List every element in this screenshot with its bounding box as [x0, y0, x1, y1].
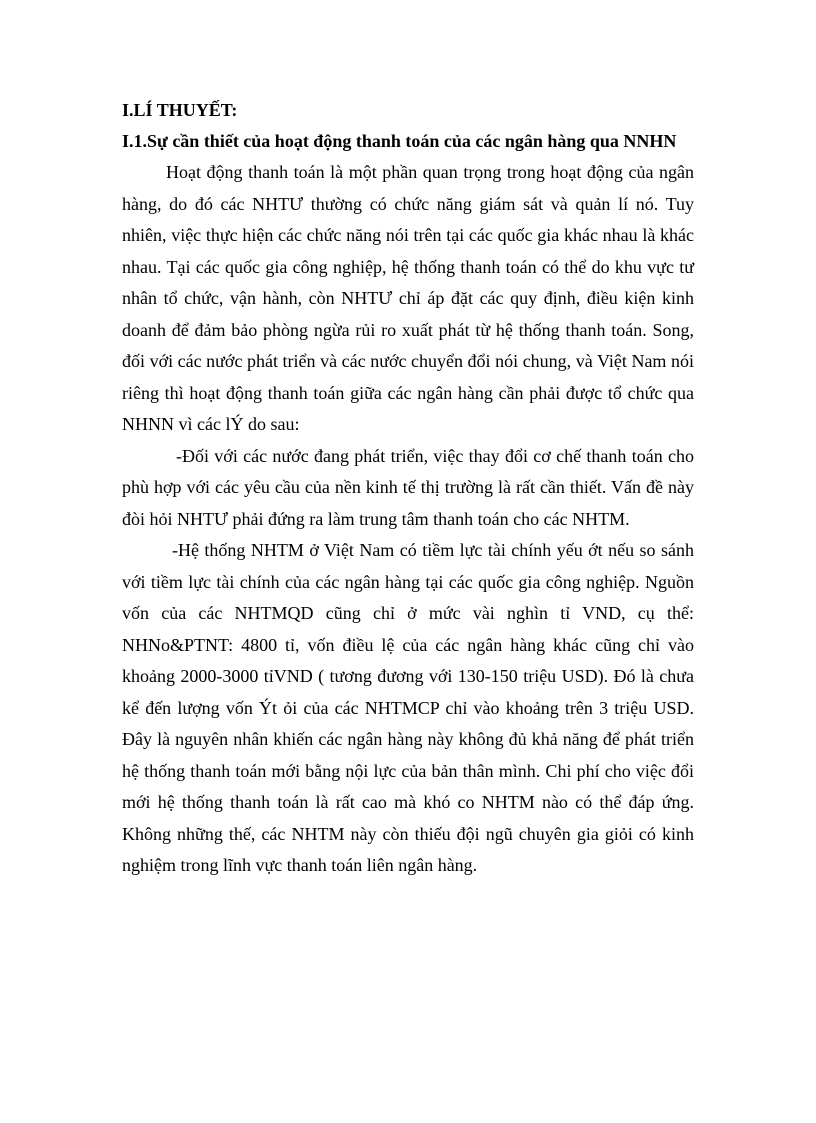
body-paragraph: -Đối với các nước đang phát triển, việc thay đổi cơ chế thanh toán cho phù hợp với các yêu cầu của nền kinh tế thị trường là rất cần thiết. Vấn đề này đòi hỏi NHTƯ phải đứng ra làm trung tâm thanh toán cho các NHTM. — [122, 445, 694, 529]
section-heading: I.LÍ THUYẾT: — [122, 100, 238, 120]
document-page — [122, 94, 694, 882]
subsection-heading: I.1.Sự cần thiết của hoạt động thanh toán của các ngân hàng qua NNHN — [122, 131, 677, 151]
body-paragraph: -Hệ thống NHTM ở Việt Nam có tiềm lực tài chính yếu ớt nếu so sánh với tiềm lực tài chính của các ngân hàng tại các quốc gia công nghiệp. Nguồn vốn của các NHTMQD cũng chỉ ở mức vài nghìn tỉ VND, cụ thể: NHNo&PTNT: 4800 tỉ, vốn điều lệ của các ngân hàng khác cũng chỉ vào khoảng 2000-3000 tỉVND ( tương đương với 130-150 triệu USD). Đó là chưa kể đến lượng vốn Ýt ỏi của các NHTMCP chỉ vào khoảng trên 3 triệu USD. Đây là nguyên nhân khiến các ngân hàng này không đủ khả năng để phát triển hệ thống thanh toán mới bằng nội lực của bản thân mình. Chi phí cho việc đổi mới hệ thống thanh toán là rất cao mà khó co NHTM nào có thể đáp ứng. Không những thế, các NHTM này còn thiếu đội ngũ chuyên gia giỏi có kinh nghiệm trong lĩnh vực thanh toán liên ngân hàng. — [122, 540, 694, 875]
body-paragraph: Hoạt động thanh toán là một phần quan trọng trong hoạt động của ngân hàng, do đó các NHTƯ thường có chức năng giám sát và quản lí nó. Tuy nhiên, việc thực hiện các chức năng nói trên tại các quốc gia khác nhau là khác nhau. Tại các quốc gia công nghiệp, hệ thống thanh toán có thể do khu vực tư nhân tổ chức, vận hành, còn NHTƯ chỉ áp đặt các quy định, điều kiện kinh doanh để đảm bảo phòng ngừa rủi ro xuất phát từ hệ thống thanh toán. Song, đối với các nước phát triển và các nước chuyển đổi nói chung, và Việt Nam nói riêng thì hoạt động thanh toán giữa các ngân hàng cần phải được tổ chức qua NHNN vì các lÝ do sau: — [122, 162, 694, 434]
